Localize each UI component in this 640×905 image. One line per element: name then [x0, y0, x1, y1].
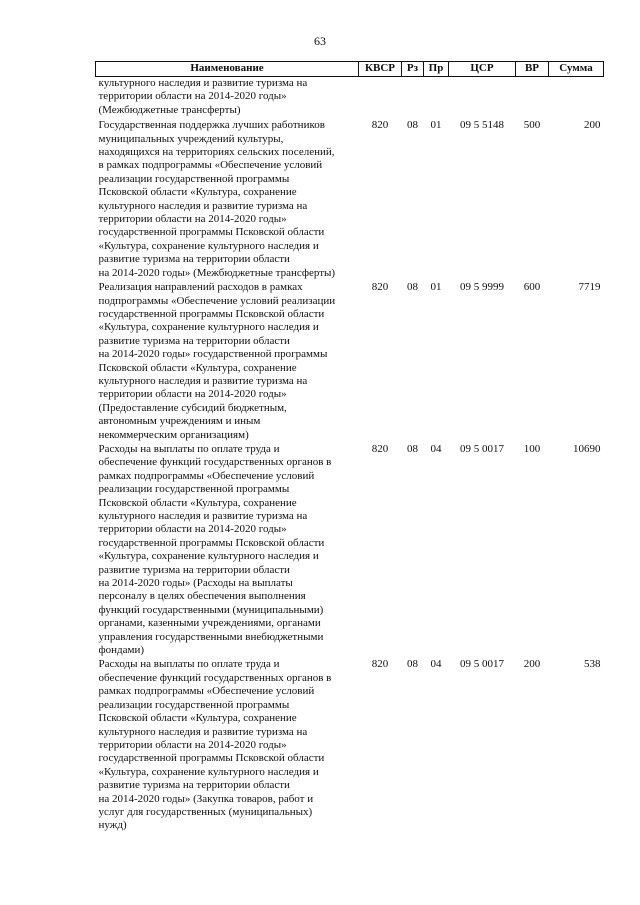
- budget-table: [95, 61, 604, 833]
- name-line: государственной программы Псковской области: [98, 307, 325, 320]
- row-sum-cell: 7719: [578, 281, 601, 294]
- row-kvsr-cell: 820: [371, 658, 389, 671]
- header-csr: ЦСР: [449, 62, 516, 77]
- name-line: на 2014-2020 годы» (Закупка товаров, работ и: [98, 792, 314, 805]
- name-line: территории области на 2014-2020 годы»: [98, 388, 287, 401]
- table-body: [96, 77, 604, 833]
- name-line: «Культура, сохранение культурного наследия и: [98, 239, 319, 252]
- name-line: в рамках подпрограммы «Обеспечение условий: [98, 159, 323, 172]
- name-line: территории области на 2014-2020 годы»: [98, 738, 287, 751]
- name-line: государственной программы Псковской области: [98, 226, 325, 239]
- name-line: Реализация направлений расходов в рамках: [98, 281, 303, 294]
- row-name-cell: [96, 442, 359, 658]
- name-line: (Предоставление субсидий бюджетным,: [98, 401, 287, 414]
- name-line: (Межбюджетные трансферты): [98, 103, 241, 116]
- header-pr: Пр: [424, 62, 449, 77]
- table-row: [96, 657, 604, 832]
- name-line: Расходы на выплаты по оплате труда и: [98, 658, 280, 671]
- row-vr-cell: 500: [523, 119, 541, 132]
- name-line: «Культура, сохранение культурного наследия и: [98, 321, 319, 334]
- header-vr: ВР: [516, 62, 549, 77]
- header-name: Наименование: [96, 62, 359, 77]
- row-name-cell: [96, 118, 359, 280]
- name-line: нужд): [98, 819, 127, 832]
- name-line: рамках подпрограммы «Обеспечение условий: [98, 685, 315, 698]
- name-line: на 2014-2020 годы» государственной программы: [98, 348, 328, 361]
- row-sum-cell: 538: [584, 658, 601, 671]
- row-sum-cell: 10690: [573, 442, 601, 455]
- name-line: подпрограммы «Обеспечение условий реализации: [98, 294, 336, 307]
- name-line: на 2014-2020 годы» (Межбюджетные трансферты): [98, 266, 336, 279]
- header-rz: Рз: [402, 62, 424, 77]
- header-kvsr: КВСР: [359, 62, 402, 77]
- row-vr-cell: 600: [523, 281, 541, 294]
- name-line: реализации государственной программы: [98, 698, 290, 711]
- name-line: обеспечение функций государственных органов в: [98, 456, 332, 469]
- name-line: территории области на 2014-2020 годы»: [98, 213, 287, 226]
- table-row: [96, 442, 604, 658]
- row-vr-cell: 200: [523, 658, 541, 671]
- name-line: «Культура, сохранение культурного наследия и: [98, 550, 319, 563]
- name-line: развитие туризма на территории области: [98, 253, 290, 266]
- row-rz-cell: 08: [407, 281, 418, 294]
- name-line: развитие туризма на территории области: [98, 334, 290, 347]
- row-vr-cell: 100: [523, 442, 541, 455]
- table-row: [96, 118, 604, 280]
- name-line: реализации государственной программы: [98, 483, 290, 496]
- name-line: государственной программы Псковской области: [98, 536, 325, 549]
- row-rz-cell: 08: [407, 442, 418, 455]
- name-line: Псковской области «Культура, сохранение: [98, 361, 297, 374]
- name-line: органами, казенными учреждениями, органами: [98, 617, 321, 630]
- name-line: культурного наследия и развитие туризма на: [98, 199, 308, 212]
- name-line: Псковской области «Культура, сохранение: [98, 496, 297, 509]
- row-kvsr-cell: 820: [371, 281, 389, 294]
- name-line: культурного наследия и развитие туризма на: [98, 374, 308, 387]
- name-line: управления государственными внебюджетными: [98, 630, 324, 643]
- name-line: развитие туризма на территории области: [98, 563, 290, 576]
- name-line: развитие туризма на территории области: [98, 779, 290, 792]
- name-line: культурного наследия и развитие туризма на: [98, 725, 308, 738]
- name-line: функций государственными (муниципальными): [98, 603, 324, 616]
- name-line: Псковской области «Культура, сохранение: [98, 712, 297, 725]
- name-line: культурного наследия и развитие туризма на: [98, 510, 308, 522]
- header-sum: Сумма: [549, 62, 604, 77]
- row-pr-cell: 01: [430, 119, 442, 132]
- row-sum-cell: 200: [584, 119, 601, 132]
- row-pr-cell: 04: [430, 442, 442, 455]
- row-kvsr-cell: 820: [371, 442, 389, 455]
- name-line: реализации государственной программы: [98, 172, 290, 185]
- continuation-row: [96, 77, 604, 119]
- table-header-row: [96, 62, 604, 77]
- row-pr-cell: 01: [430, 281, 442, 294]
- name-line: на 2014-2020 годы» (Расходы на выплаты: [98, 577, 293, 590]
- row-csr-cell: 09 5 9999: [460, 281, 504, 294]
- name-line: находящихся на территориях сельских поселений,: [98, 146, 335, 159]
- name-line: рамках подпрограммы «Обеспечение условий: [98, 469, 315, 482]
- row-rz-cell: 08: [407, 658, 418, 671]
- row-csr-cell: 09 5 0017: [460, 442, 504, 455]
- name-line: территории области на 2014-2020 годы»: [98, 90, 287, 103]
- name-line: персоналу в целях обеспечения выполнения: [98, 590, 306, 603]
- name-line: фондами): [98, 644, 145, 657]
- name-line: Государственная поддержка лучших работников: [98, 119, 325, 132]
- name-line: «Культура, сохранение культурного наследия и: [98, 765, 319, 778]
- name-line: Расходы на выплаты по оплате труда и: [98, 442, 280, 455]
- row-rz-cell: 08: [407, 119, 418, 132]
- page-number: 63: [314, 34, 326, 48]
- name-line: обеспечение функций государственных органов в: [98, 671, 332, 684]
- continuation-cell: [96, 77, 359, 119]
- row-csr-cell: 09 5 5148: [460, 119, 504, 132]
- name-line: муниципальных учреждений культуры,: [98, 132, 284, 145]
- name-line: культурного наследия и развитие туризма на: [98, 77, 308, 89]
- name-line: государственной программы Псковской области: [98, 752, 325, 765]
- name-line: автономным учреждениям и иным: [98, 415, 261, 428]
- name-line: услуг для государственных (муниципальных): [98, 805, 313, 818]
- row-pr-cell: 04: [430, 658, 442, 671]
- table-row: [96, 280, 604, 442]
- row-name-cell: [96, 280, 359, 442]
- row-kvsr-cell: 820: [371, 119, 389, 132]
- name-line: некоммерческим организациям): [98, 428, 249, 441]
- name-line: Псковской области «Культура, сохранение: [98, 186, 297, 199]
- row-csr-cell: 09 5 0017: [460, 658, 504, 671]
- row-name-cell: [96, 657, 359, 832]
- name-line: территории области на 2014-2020 годы»: [98, 523, 287, 536]
